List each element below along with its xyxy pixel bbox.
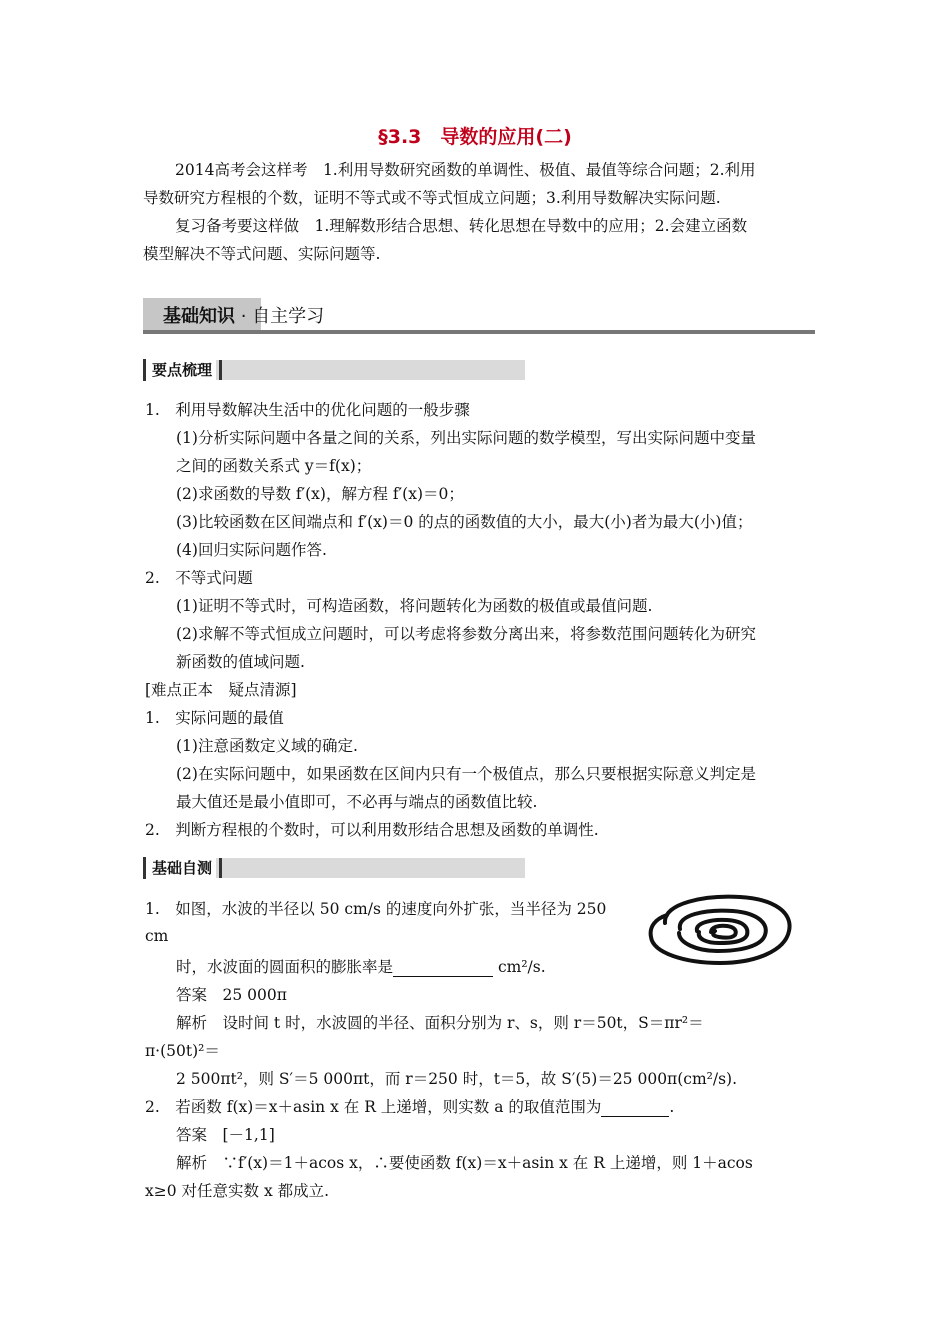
q1-unit: cm²/s. (493, 958, 546, 976)
self-test-label: 基础自测 (143, 857, 216, 879)
page-title: §3.3 导数的应用(二) (378, 126, 572, 148)
kp-line: (1)分析实际问题中各量之间的关系，列出实际问题的数学模型，写出实际问题中变量 (176, 429, 756, 447)
q1-answer: 答案 25 000π (176, 986, 287, 1004)
section-header-dot: · (235, 306, 253, 327)
kp-line: 2. 判断方程根的个数时，可以利用数形结合思想及函数的单调性. (145, 821, 599, 839)
key-points-header (143, 360, 525, 380)
kp-line: 之间的函数关系式 y＝f(x)； (176, 457, 372, 475)
kp-line: 1. 利用导数解决生活中的优化问题的一般步骤 (145, 401, 470, 419)
q2-end: . (669, 1098, 675, 1116)
section-header-main: 基础知识 (163, 306, 235, 327)
q2-answer-blank (601, 1098, 669, 1117)
self-test-header (143, 858, 525, 878)
q2-solution: x≥0 对任意实数 x 都成立. (145, 1182, 330, 1200)
q1-solution: 2 500πt²，则 S′＝5 000πt，而 r＝250 时，t＝5，故 S′(5)＝25 000π(cm²/s). (176, 1070, 738, 1088)
kp-line: (2)求函数的导数 f′(x)，解方程 f′(x)＝0； (176, 485, 464, 503)
intro-line: 复习备考要这样做 1.理解数形结合思想、转化思想在导数中的应用；2.会建立函数 (175, 217, 748, 235)
q2-solution: 解析 ∵f′(x)＝1＋acos x，∴要使函数 f(x)＝x＋asin x 在 R 上递增，则 1＋acos (176, 1154, 753, 1172)
kp-line: (1)注意函数定义域的确定. (176, 737, 358, 755)
q1-solution: 解析 设时间 t 时，水波圆的半径、面积分别为 r、s，则 r＝50t，S＝πr²＝ (176, 1014, 704, 1032)
kp-line: 2. 不等式问题 (145, 569, 253, 587)
water-wave-figure (645, 885, 795, 970)
q1-answer-blank (393, 958, 493, 977)
kp-line: (2)在实际问题中，如果函数在区间内只有一个极值点，那么只要根据实际意义判定是 (176, 765, 756, 783)
q1-line: 1. 如图，水波的半径以 50 cm/s 的速度向外扩张，当半径为 250 (145, 900, 607, 918)
q2-line (145, 1095, 674, 1117)
kp-line: (3)比较函数在区间端点和 f′(x)＝0 的点的函数值的大小，最大(小)者为最大(小)值； (176, 513, 753, 531)
intro-line: 2014高考会这样考 1.利用导数研究函数的单调性、极值、最值等综合问题；2.利用 (175, 161, 756, 179)
kp-line: (4)回归实际问题作答. (176, 541, 327, 559)
q2-answer: 答案 [－1,1] (176, 1126, 275, 1144)
q1-solution: π·(50t)²＝ (145, 1042, 220, 1060)
kp-line: 新函数的值域问题. (176, 653, 305, 671)
q1-line: cm (145, 927, 169, 945)
intro-line: 导数研究方程根的个数，证明不等式或不等式恒成立问题；3.利用导数解决实际问题. (143, 189, 721, 207)
kp-line: (2)求解不等式恒成立问题时，可以考虑将参数分离出来，将参数范围问题转化为研究 (176, 625, 756, 643)
section-header-text (163, 302, 324, 328)
q1-line (176, 955, 546, 977)
wave-ring-outer (651, 897, 790, 963)
q2-text: 2. 若函数 f(x)＝x＋asin x 在 R 上递增，则实数 a 的取值范围为 (145, 1098, 602, 1116)
intro-line: 模型解决不等式问题、实际问题等. (143, 245, 381, 263)
wave-ring-3 (697, 920, 748, 943)
section-header (143, 298, 815, 334)
section-header-sub: 自主学习 (252, 306, 325, 327)
wave-ring-inner (711, 926, 736, 938)
kp-line: (1)证明不等式时，可构造函数，将问题转化为函数的极值或最值问题. (176, 597, 653, 615)
q1-text: 时，水波面的圆面积的膨胀率是 (176, 958, 394, 976)
kp-line: [难点正本 疑点清源] (145, 681, 297, 699)
kp-line: 1. 实际问题的最值 (145, 709, 284, 727)
key-points-label: 要点梳理 (143, 359, 216, 381)
kp-line: 最大值还是最小值即可，不必再与端点的函数值比较. (176, 793, 538, 811)
